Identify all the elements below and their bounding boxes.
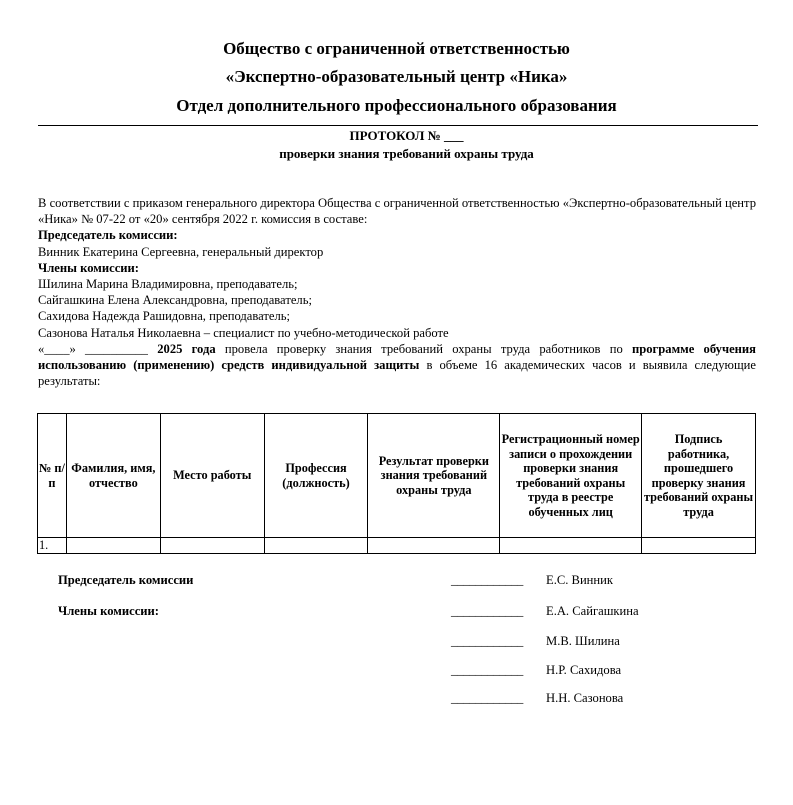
- statement-text-2: в объеме 16 академических часов и выявила следующие результаты:: [38, 358, 756, 389]
- table-cell: [368, 538, 500, 554]
- chair-entry: Винник Екатерина Сергеевна, генеральный директор: [38, 244, 324, 259]
- signatory-name: Е.С. Винник: [546, 573, 614, 587]
- organization-name-line2: «Экспертно-образовательный центр «Ника»: [225, 67, 568, 86]
- table-cell: [160, 538, 264, 554]
- column-header-number: № п/п: [38, 414, 67, 538]
- members-heading: Члены комиссии:: [38, 260, 140, 275]
- table-cell: [264, 538, 368, 554]
- protocol-subtitle: проверки знания требований охраны труда: [279, 146, 534, 161]
- table-cell: [500, 538, 642, 554]
- member-entry: Сахидова Надежда Рашидовна, преподаватель;: [38, 309, 291, 324]
- column-header-workplace: Место работы: [160, 414, 264, 538]
- signature-line: ____________: [451, 604, 523, 618]
- table-cell: 1.: [38, 538, 67, 554]
- member-entry: Сайгашкина Елена Александровна, преподаватель;: [38, 293, 312, 308]
- column-header-position: Профессия (должность): [264, 414, 368, 538]
- column-header-signature: Подпись работника, прошедшего проверку знания требований охраны труда: [642, 414, 756, 538]
- signature-line: ____________: [451, 691, 523, 705]
- header-divider: [38, 125, 758, 126]
- column-header-full-name: Фамилия, имя, отчество: [66, 414, 160, 538]
- member-entry: Сазонова Наталья Николаевна – специалист по учебно-методической работе: [38, 325, 449, 340]
- signatory-name: М.В. Шилина: [546, 634, 620, 648]
- table-cell: [66, 538, 160, 554]
- chair-heading: Председатель комиссии:: [38, 228, 178, 243]
- statement-paragraph: [38, 341, 756, 390]
- column-header-registry-number: Регистрационный номер записи о прохождении проверки знания требований охраны труда в реестре обученных лиц: [500, 414, 642, 538]
- column-header-result: Результат проверки знания требований охраны труда: [368, 414, 500, 538]
- table-header-row: [38, 414, 756, 538]
- signatory-name: Е.А. Сайгашкина: [546, 604, 639, 618]
- order-paragraph: В соответствии с приказом генерального директора Общества с ограниченной ответственностью «Экспертно-образовательный центр «Ника» № 07-22 от «20» сентября 2022 г. комиссия в составе:: [38, 196, 756, 227]
- department-name: Отдел дополнительного профессионального образования: [176, 96, 617, 115]
- statement-text-1: провела проверку знания требований охраны труда работников по: [224, 341, 623, 356]
- table-row: [38, 538, 756, 554]
- members-signature-label: Члены комиссии:: [58, 604, 160, 618]
- protocol-body: [38, 195, 756, 389]
- signature-line: ____________: [451, 573, 523, 587]
- signatory-name: Н.Н. Сазонова: [546, 691, 624, 705]
- results-table: [37, 413, 756, 554]
- organization-name-line1: Общество с ограниченной ответственностью: [223, 39, 570, 58]
- signature-line: ____________: [451, 634, 523, 648]
- signatory-name: Н.Р. Сахидова: [546, 663, 622, 677]
- signature-line: ____________: [451, 663, 523, 677]
- member-entry: Шилина Марина Владимировна, преподаватель;: [38, 277, 298, 292]
- table-cell: [642, 538, 756, 554]
- date-blank: «____» __________: [38, 341, 148, 356]
- statement-year: 2025 года: [157, 341, 216, 356]
- protocol-title: ПРОТОКОЛ № ___: [349, 128, 464, 143]
- chair-signature-label: Председатель комиссии: [58, 573, 194, 587]
- program-name: программе обучения использованию (применению) средств индивидуальной защиты: [38, 341, 756, 373]
